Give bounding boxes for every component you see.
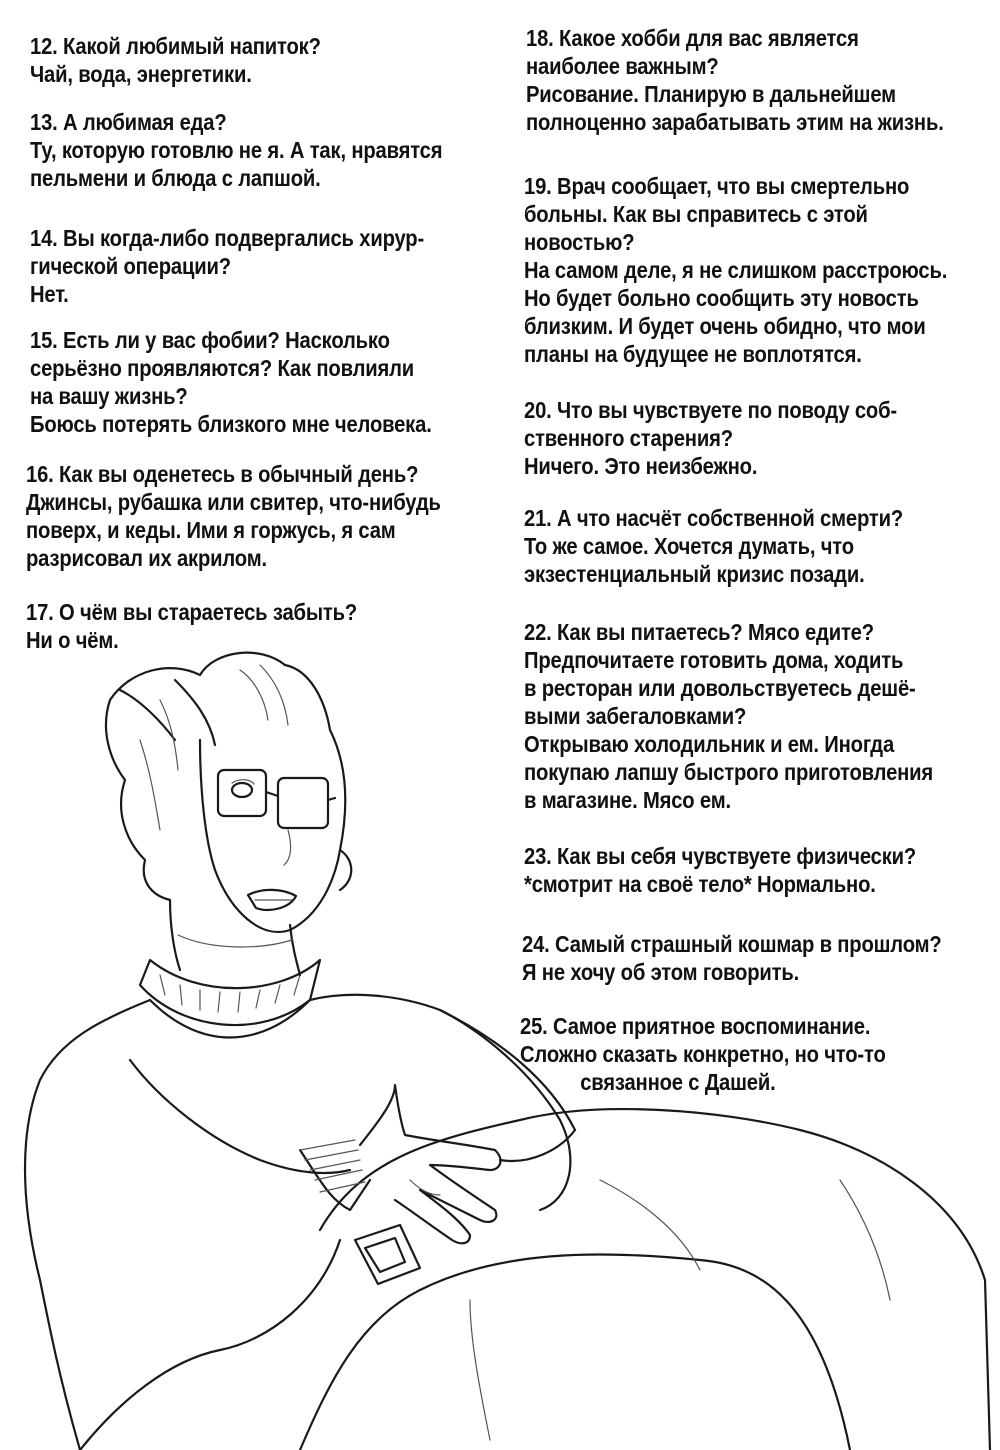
question-text: 24. Самый страшный кошмар в прошлом? — [522, 931, 942, 957]
qa-item-19 — [524, 172, 947, 368]
answer-text: На самом деле, я не слишком расстроюсь. Но будет больно сообщить эту новость близким. И будет очень обидно, что мои планы на будущее не воплотятся. — [524, 257, 948, 367]
qa-item-25 — [520, 1012, 886, 1096]
glasses-right-lens — [278, 778, 328, 828]
qa-item-13 — [30, 108, 442, 192]
qa-item-20 — [524, 396, 897, 480]
answer-text: То же самое. Хочется думать, что экзестенциальный кризис позади. — [524, 533, 865, 587]
sweater-body — [25, 1000, 150, 1450]
answer-text: Ничего. Это неизбежно. — [524, 453, 758, 479]
answer-text: Чай, вода, энергетики. — [30, 61, 252, 87]
face-outline — [200, 740, 340, 932]
qa-item-22 — [524, 618, 933, 814]
qa-item-16 — [26, 460, 441, 572]
answer-text: Боюсь потерять близкого мне человека. — [30, 411, 432, 437]
answer-text: Нет. — [30, 281, 69, 307]
question-text: 19. Врач сообщает, что вы смертельно больны. Как вы справитесь с этой новостью? — [524, 173, 910, 255]
answer-text: Рисование. Планирую в дальнейшем полноценно зарабатывать этим на жизнь. — [526, 81, 944, 135]
question-text: 15. Есть ли у вас фобии? Насколько серьёзно проявляются? Как повлияли на вашу жизнь? — [30, 327, 415, 409]
qa-item-23 — [524, 842, 916, 898]
question-text: 12. Какой любимый напиток? — [30, 33, 321, 59]
qa-item-18 — [526, 24, 944, 136]
answer-text: Я не хочу об этом говорить. — [522, 959, 800, 985]
answer-text: *смотрит на своё тело* Нормально. — [524, 871, 876, 897]
qa-item-24 — [522, 930, 942, 986]
question-text: 21. А что насчёт собственной смерти? — [524, 505, 904, 531]
qa-item-12 — [30, 32, 321, 88]
belt — [355, 1225, 420, 1284]
jeans-outline — [320, 1109, 990, 1450]
answer-text: Открываю холодильник и ем. Иногда покупаю лапшу быстрого приготовления в магазине. Мясо ем. — [524, 731, 934, 813]
answer-text: Джинсы, рубашка или свитер, что-нибудь поверх, и кеды. Ими я горжусь, я сам разрисовал их акрилом. — [26, 489, 441, 571]
eye — [232, 783, 252, 797]
qa-item-14 — [30, 224, 424, 308]
qa-item-21 — [524, 504, 903, 588]
question-text: 16. Как вы оденетесь в обычный день? — [26, 461, 419, 487]
answer-text: Сложно сказать конкретно, но что-то — [520, 1041, 886, 1067]
glasses-left-lens — [218, 770, 266, 816]
question-text: 23. Как вы себя чувствуете физически? — [524, 843, 917, 869]
qa-item-17 — [26, 598, 357, 654]
question-text: 17. О чём вы стараетесь забыть? — [26, 599, 358, 625]
hand-right — [360, 1085, 500, 1243]
answer-text: Ни о чём. — [26, 627, 119, 653]
question-text: 14. Вы когда-либо подвергались хирур- гической операции? — [30, 225, 425, 279]
question-text: 22. Как вы питаетесь? Мясо едите? Предпочитаете готовить дома, ходить в ресторан или довольствуетесь дешё- выми забегаловками? — [524, 619, 916, 729]
question-text: 18. Какое хобби для вас является наиболее важным? — [526, 25, 859, 79]
question-text: 20. Что вы чувствуете по поводу соб- ственного старения? — [524, 397, 897, 451]
qa-item-15 — [30, 326, 432, 438]
question-text: 13. А любимая еда? — [30, 109, 227, 135]
answer-text-continued: связанное с Дашей. — [580, 1069, 776, 1095]
hair — [106, 653, 351, 900]
question-text: 25. Самое приятное воспоминание. — [520, 1013, 871, 1039]
answer-text: Ту, которую готовлю не я. А так, нравятся пельмени и блюда с лапшой. — [30, 137, 443, 191]
